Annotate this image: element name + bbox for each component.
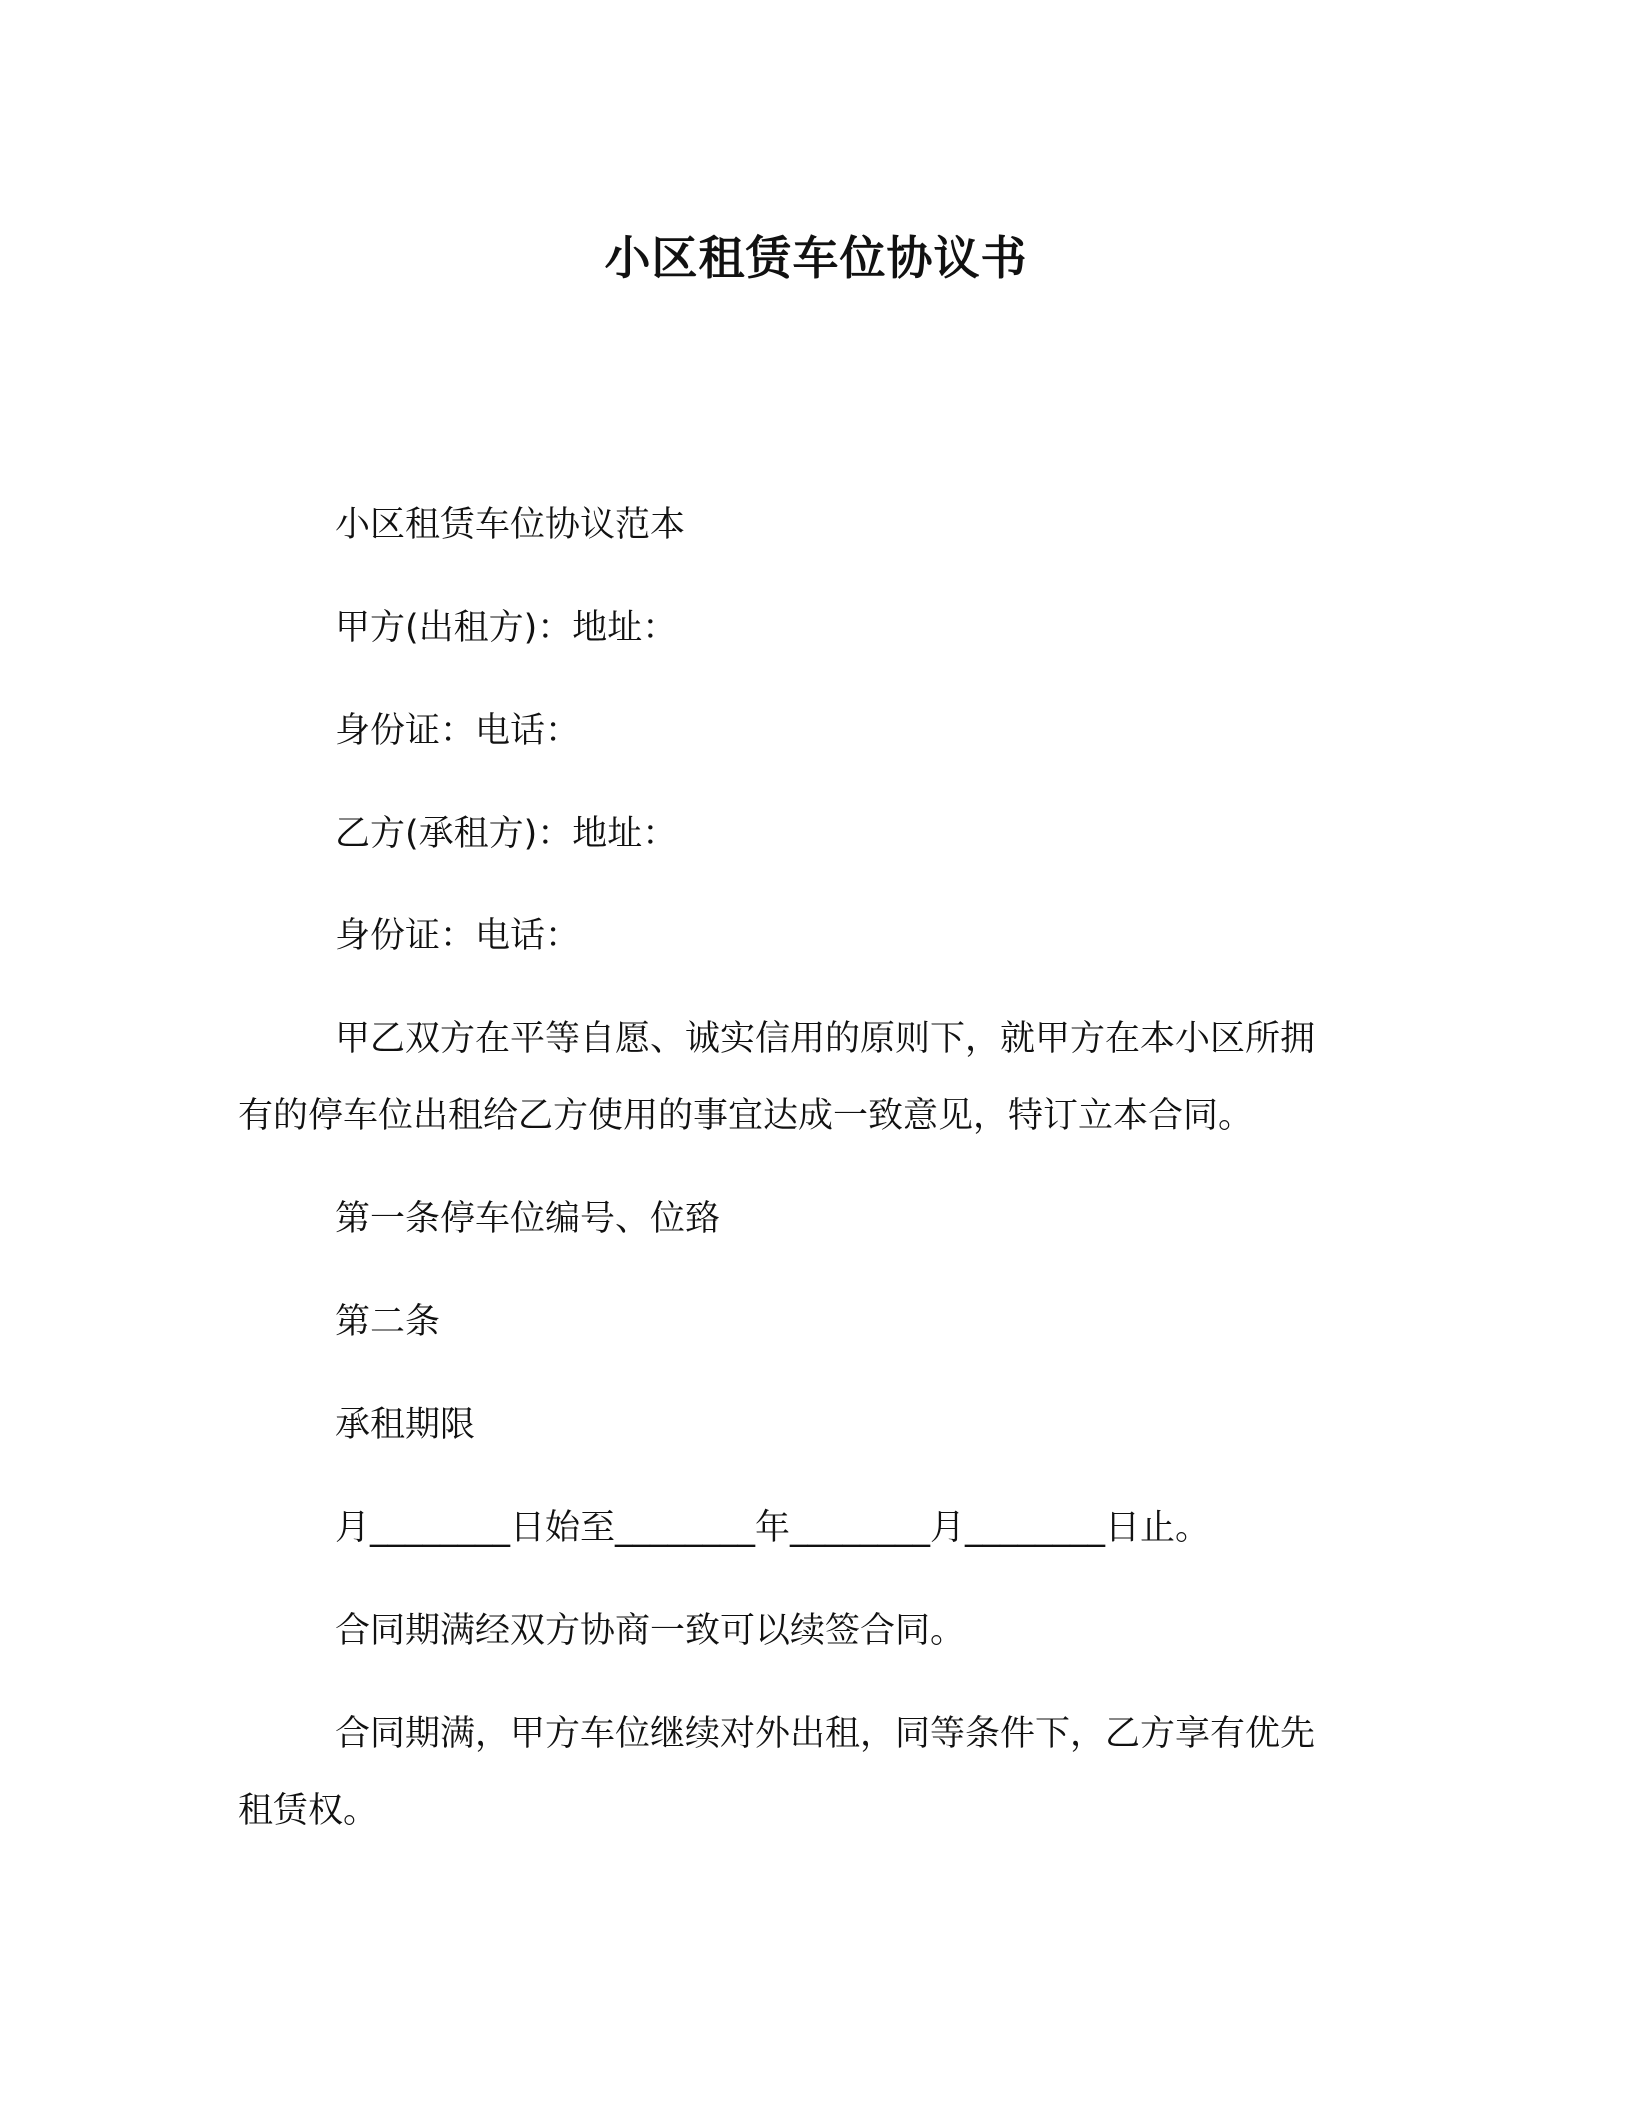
priority-clause-line-2: 租赁权。	[238, 1791, 379, 1831]
article-1-heading: 第一条停车位编号、位臵	[335, 1199, 721, 1239]
party-b-address-line: 乙方(承租方)：地址：	[335, 814, 678, 854]
party-b-id-phone-line: 身份证：电话：	[335, 916, 581, 956]
template-subtitle: 小区租赁车位协议范本	[335, 505, 686, 545]
preamble-line-2: 有的停车位出租给乙方使用的事宜达成一致意见，特订立本合同。	[238, 1096, 1254, 1136]
lease-term-dates: 月________日始至________年________月________日止。	[335, 1508, 1211, 1548]
party-a-id-phone-line: 身份证：电话：	[335, 711, 581, 751]
document-title: 小区租赁车位协议书	[604, 231, 1028, 285]
priority-clause-line-1: 合同期满，甲方车位继续对外出租，同等条件下，乙方享有优先	[335, 1714, 1316, 1754]
article-2-heading: 第二条	[335, 1302, 441, 1342]
party-a-address-line: 甲方(出租方)：地址：	[335, 608, 678, 648]
lease-term-heading: 承租期限	[335, 1405, 476, 1445]
renewal-clause: 合同期满经双方协商一致可以续签合同。	[335, 1611, 966, 1651]
preamble-line-1: 甲乙双方在平等自愿、诚实信用的原则下，就甲方在本小区所拥	[335, 1019, 1316, 1059]
